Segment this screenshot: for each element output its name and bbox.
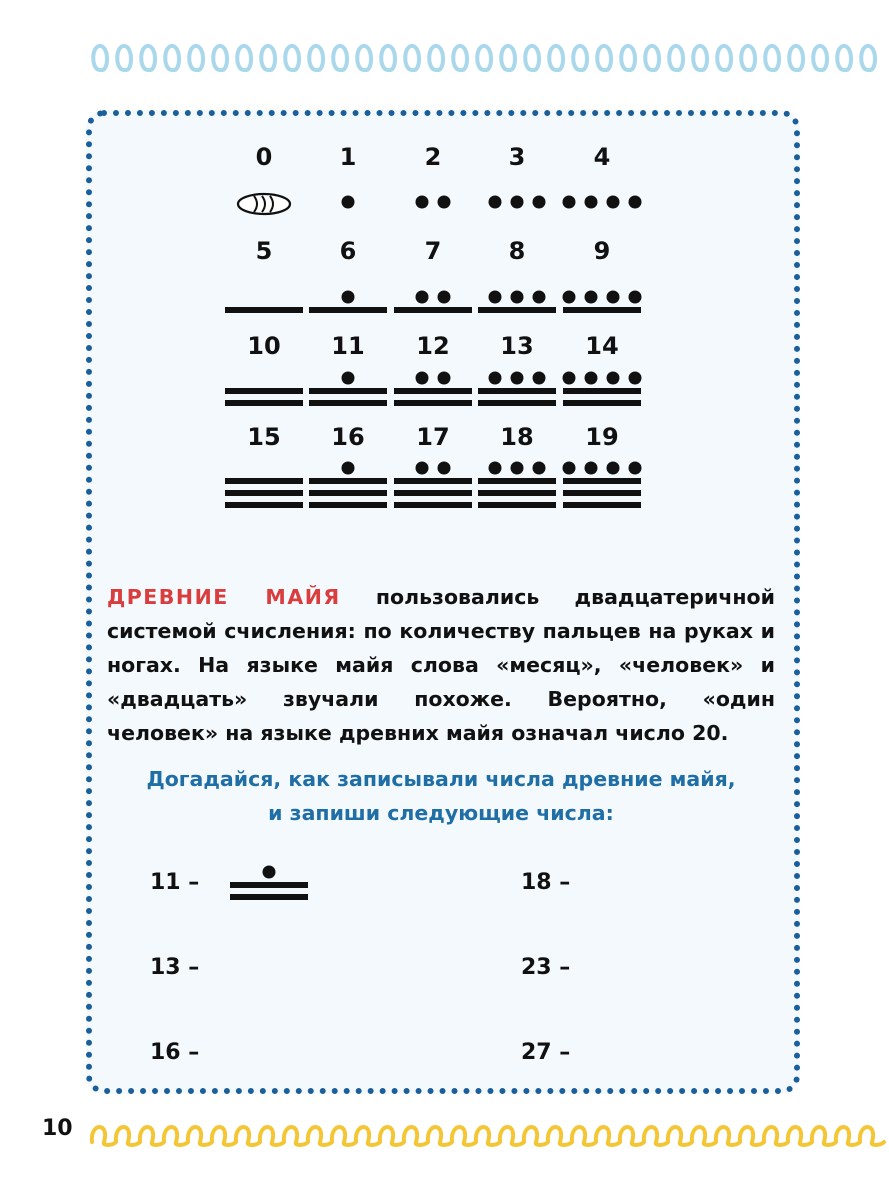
mayan-glyph	[307, 287, 389, 327]
numeral-dot	[511, 462, 524, 475]
numeral-bar	[563, 307, 641, 313]
loop-shape	[669, 46, 683, 70]
loop-shape	[836, 1127, 860, 1145]
numeral-dot	[489, 291, 502, 304]
numeral-label: 7	[424, 237, 442, 265]
mayan-glyph	[476, 368, 558, 420]
loop-shape	[381, 46, 395, 70]
loop-shape	[164, 1127, 188, 1145]
loop-shape	[165, 46, 179, 70]
numeral-dot	[489, 372, 502, 385]
numeral-bar	[225, 478, 303, 484]
numeral-label: 1	[339, 143, 357, 171]
numeral-label: 2	[424, 143, 442, 171]
loop-shape	[572, 1127, 596, 1145]
numeral-dot	[342, 196, 355, 209]
page-number: 10	[42, 1116, 73, 1141]
loop-shape	[597, 46, 611, 70]
loop-shape	[357, 46, 371, 70]
loop-shape	[261, 46, 275, 70]
numeral-bar	[309, 490, 387, 496]
loop-shape	[525, 46, 539, 70]
numeral-dot	[533, 372, 546, 385]
loop-shape	[308, 1127, 332, 1145]
numeral-label: 8	[508, 237, 526, 265]
numeral-dot	[342, 462, 355, 475]
loop-shape	[428, 1127, 452, 1145]
numeral-label: 18	[500, 423, 534, 451]
numeral-bar	[225, 400, 303, 406]
numeral-bar	[394, 307, 472, 313]
loop-shape	[692, 1127, 716, 1145]
numeral-bar	[230, 882, 308, 888]
numeral-label: 12	[416, 332, 450, 360]
loop-shape	[333, 46, 347, 70]
loop-shape	[260, 1127, 284, 1145]
loop-shape	[861, 46, 875, 70]
numeral-bar	[394, 502, 472, 508]
numeral-dot	[533, 291, 546, 304]
numeral-dot	[416, 372, 429, 385]
numeral-dot	[585, 196, 598, 209]
loop-shape	[717, 46, 731, 70]
numeral-dot	[489, 462, 502, 475]
loop-shape	[141, 46, 155, 70]
numeral-dot	[489, 196, 502, 209]
loop-shape	[405, 46, 419, 70]
loop-shape	[236, 1127, 260, 1145]
description-body: пользовались двадцатеричной системой счисления: по количеству пальцев на руках и ногах. На языке майя слова «месяц», «человек» и «двадцать» звучали похоже. Вероятно, «один человек» на языке древних майя означал число 20.	[107, 585, 776, 745]
loop-shape	[813, 46, 827, 70]
loop-shape	[285, 46, 299, 70]
numeral-label: 15	[247, 423, 281, 451]
numeral-label: 11	[331, 332, 365, 360]
loop-shape	[237, 46, 251, 70]
numeral-dot	[416, 291, 429, 304]
mayan-glyph	[223, 368, 305, 420]
mayan-glyph	[223, 287, 305, 327]
loop-shape	[429, 46, 443, 70]
mayan-glyph	[307, 192, 389, 220]
numeral-bar	[478, 490, 556, 496]
loop-shape	[812, 1127, 836, 1145]
numeral-dot	[607, 372, 620, 385]
numeral-bar	[225, 307, 303, 313]
loop-shape	[764, 1127, 788, 1145]
numeral-dot	[438, 291, 451, 304]
numeral-label: 3	[508, 143, 526, 171]
numeral-label: 10	[247, 332, 281, 360]
numeral-dot	[342, 291, 355, 304]
mayan-description	[107, 580, 775, 750]
exercise-label: 11 –	[150, 870, 200, 895]
loop-shape	[309, 46, 323, 70]
loop-shape	[284, 1127, 308, 1145]
numeral-label: 5	[255, 237, 273, 265]
mayan-glyph	[223, 192, 305, 220]
numeral-dot	[416, 196, 429, 209]
numeral-bar	[309, 400, 387, 406]
loop-shape	[117, 46, 131, 70]
loop-shape	[140, 1127, 164, 1145]
numeral-dot	[607, 462, 620, 475]
numeral-bar	[225, 388, 303, 394]
loop-shape	[453, 46, 467, 70]
numeral-bar	[478, 307, 556, 313]
mayan-glyph	[561, 192, 643, 220]
mayan-glyph	[476, 287, 558, 327]
mayan-glyph	[392, 287, 474, 327]
loop-shape	[573, 46, 587, 70]
numeral-bar	[394, 388, 472, 394]
numeral-label: 17	[416, 423, 450, 451]
mayan-glyph	[307, 458, 389, 522]
mayan-glyph	[392, 368, 474, 420]
exercise-label: 18 –	[521, 870, 571, 895]
numeral-bar	[478, 502, 556, 508]
loop-shape	[452, 1127, 476, 1145]
mayan-glyph	[392, 458, 474, 522]
mayan-glyph	[392, 192, 474, 220]
loop-shape	[621, 46, 635, 70]
loop-shape	[356, 1127, 380, 1145]
loop-shape	[189, 46, 203, 70]
numeral-dot	[585, 291, 598, 304]
numeral-bar	[478, 388, 556, 394]
loop-shape	[789, 46, 803, 70]
numeral-bar	[309, 388, 387, 394]
loop-shape	[188, 1127, 212, 1145]
numeral-dot	[629, 372, 642, 385]
loop-shape	[740, 1127, 764, 1145]
numeral-dot	[438, 462, 451, 475]
numeral-dot	[511, 291, 524, 304]
loop-shape	[116, 1127, 140, 1145]
loop-shape	[837, 46, 851, 70]
loop-shape	[860, 1127, 884, 1145]
loop-shape	[548, 1127, 572, 1145]
numeral-bar	[394, 490, 472, 496]
numeral-dot	[563, 372, 576, 385]
mayan-glyph	[561, 287, 643, 327]
numeral-bar	[225, 502, 303, 508]
task-line: и запиши следующие числа:	[268, 801, 614, 825]
numeral-dot	[629, 291, 642, 304]
loop-shape	[92, 1127, 116, 1145]
mayan-glyph	[228, 862, 310, 914]
loop-shape	[501, 46, 515, 70]
numeral-dot	[438, 372, 451, 385]
mayan-glyph	[476, 192, 558, 220]
loop-shape	[476, 1127, 500, 1145]
numeral-dot	[607, 291, 620, 304]
numeral-bar	[563, 478, 641, 484]
bottom-loop-border	[0, 1112, 889, 1152]
loop-shape	[716, 1127, 740, 1145]
loop-shape	[693, 46, 707, 70]
mayan-glyph	[561, 368, 643, 420]
mayan-glyph	[476, 458, 558, 522]
numeral-label: 19	[585, 423, 619, 451]
numeral-dot	[563, 196, 576, 209]
numeral-dot	[585, 372, 598, 385]
mayan-glyph	[223, 458, 305, 522]
numeral-dot	[511, 372, 524, 385]
numeral-label: 16	[331, 423, 365, 451]
loop-shape	[620, 1127, 644, 1145]
numeral-bar	[563, 400, 641, 406]
numeral-bar	[563, 490, 641, 496]
numeral-label: 9	[593, 237, 611, 265]
numeral-bar	[394, 478, 472, 484]
exercise-label: 16 –	[150, 1040, 200, 1065]
numeral-label: 0	[255, 143, 273, 171]
numeral-bar	[309, 307, 387, 313]
loop-shape	[596, 1127, 620, 1145]
highlight-title: ДРЕВНИЕ МАЙЯ	[107, 585, 341, 609]
numeral-dot	[607, 196, 620, 209]
numeral-bar	[563, 502, 641, 508]
numeral-dot	[416, 462, 429, 475]
numeral-dot	[585, 462, 598, 475]
numeral-dot	[629, 196, 642, 209]
numeral-bar	[309, 478, 387, 484]
task-instruction	[107, 762, 775, 830]
numeral-bar	[225, 490, 303, 496]
numeral-dot	[263, 866, 276, 879]
loop-shape	[332, 1127, 356, 1145]
loop-shape	[524, 1127, 548, 1145]
loop-shape	[741, 46, 755, 70]
task-line: Догадайся, как записывали числа древние майя,	[146, 767, 736, 791]
mayan-glyph	[307, 368, 389, 420]
numeral-dot	[533, 462, 546, 475]
numeral-label: 4	[593, 143, 611, 171]
loop-shape	[404, 1127, 428, 1145]
numeral-dot	[342, 372, 355, 385]
numeral-label: 14	[585, 332, 619, 360]
loop-shape	[212, 1127, 236, 1145]
numeral-dot	[563, 291, 576, 304]
loop-shape	[549, 46, 563, 70]
loop-shape	[788, 1127, 812, 1145]
numeral-dot	[629, 462, 642, 475]
numeral-bar	[309, 502, 387, 508]
numeral-dot	[533, 196, 546, 209]
numeral-dot	[563, 462, 576, 475]
top-loop-border	[0, 38, 889, 78]
exercise-label: 23 –	[521, 955, 571, 980]
loop-shape	[645, 46, 659, 70]
loop-shape	[477, 46, 491, 70]
mayan-glyph	[561, 458, 643, 522]
numeral-bar	[394, 400, 472, 406]
numeral-bar	[230, 894, 308, 900]
loop-shape	[500, 1127, 524, 1145]
exercise-label: 27 –	[521, 1040, 571, 1065]
numeral-label: 13	[500, 332, 534, 360]
loop-shape	[93, 46, 107, 70]
exercise-label: 13 –	[150, 955, 200, 980]
numeral-dot	[438, 196, 451, 209]
loop-shape	[765, 46, 779, 70]
loop-shape	[213, 46, 227, 70]
numeral-dot	[511, 196, 524, 209]
numeral-bar	[478, 478, 556, 484]
loop-shape	[644, 1127, 668, 1145]
numeral-bar	[478, 400, 556, 406]
numeral-label: 6	[339, 237, 357, 265]
numeral-bar	[563, 388, 641, 394]
loop-shape	[380, 1127, 404, 1145]
loop-shape	[668, 1127, 692, 1145]
